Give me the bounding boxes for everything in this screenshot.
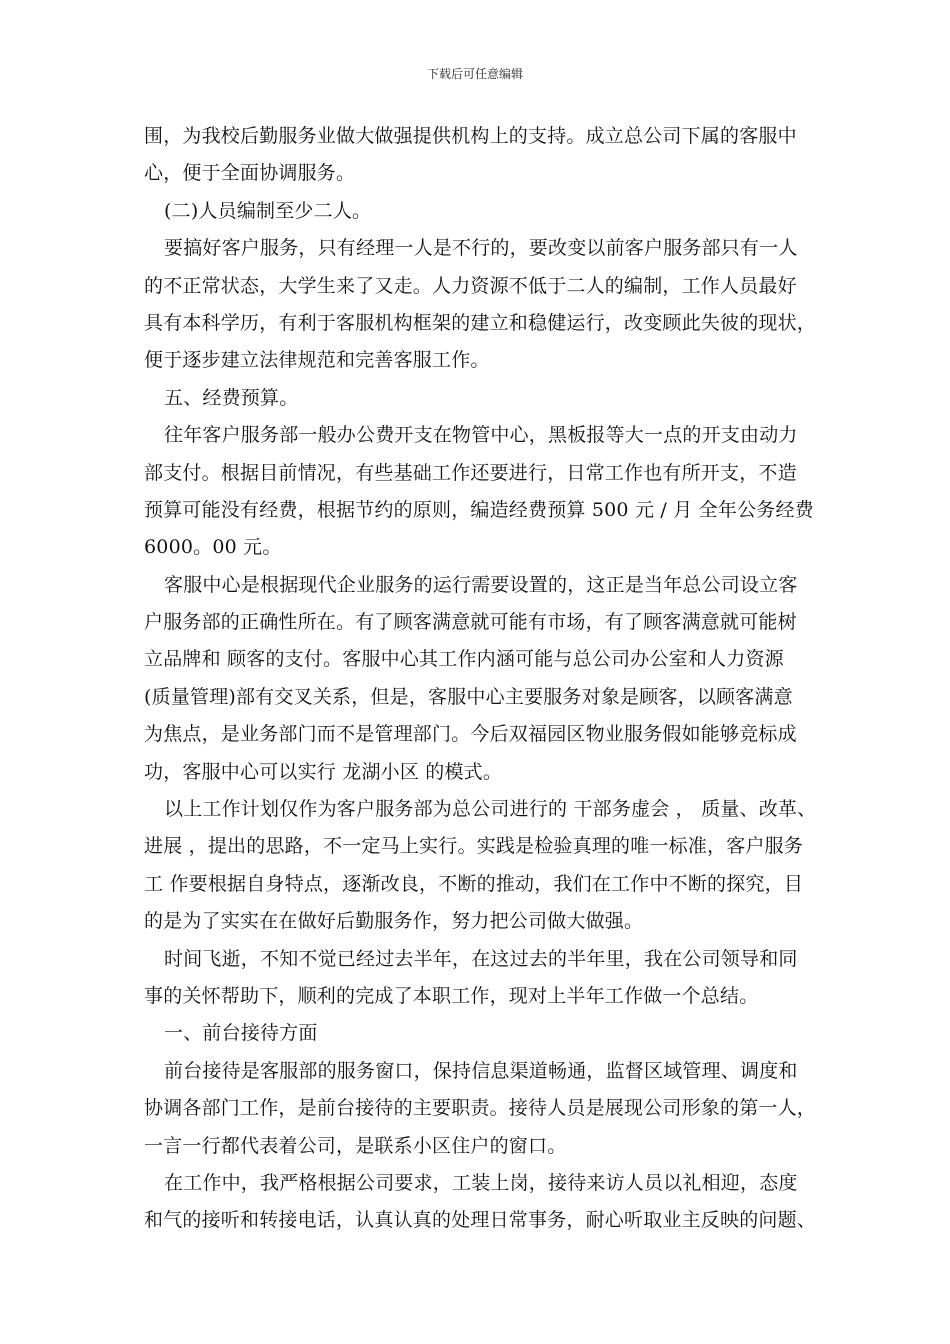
text-line: 具有本科学历，有利于客服机构框架的建立和稳健运行，改变顾此失彼的现状， — [144, 311, 817, 334]
text-line: 的不正常状态，大学生来了又走。人力资源不低于二人的编制，工作人员最好 — [144, 274, 797, 297]
text-line: 的是为了实实在在做好后勤服务作，努力把公司做大做强。 — [144, 910, 644, 933]
text-line: 客服中心是根据现代企业服务的运行需要设置的，这正是当年总公司设立客 — [164, 573, 798, 596]
text-line: 立品牌和 顾客的支付。客服中心其工作内涵可能与总公司办公室和人力资源 — [144, 648, 784, 671]
document-body — [144, 118, 824, 1240]
text-line: 心，便于全面协调服务。 — [144, 162, 356, 185]
text-line: 工 作要根据自身特点，逐渐改良，不断的推动，我们在工作中不断的探究，目 — [144, 872, 804, 895]
page-header: 下载后可任意编辑 — [426, 67, 523, 81]
text-line: 功，客服中心可以实行 龙湖小区 的模式。 — [144, 760, 503, 783]
text-line: 时间飞逝，不知不觉已经过去半年，在这过去的半年里，我在公司领导和同 — [164, 947, 798, 970]
text-line: 往年客户服务部一般办公费开支在物管中心，黑板报等大一点的开支由动力 — [164, 424, 798, 447]
text-line: 协调各部门工作，是前台接待的主要职责。接待人员是展现公司形象的第一人， — [144, 1097, 817, 1120]
text-line: 部支付。根据目前情况，有些基础工作还要进行，日常工作也有所开支，不造 — [144, 461, 797, 484]
text-line: 一言一行都代表着公司，是联系小区住户的窗口。 — [144, 1134, 567, 1157]
text-line: 6000。00 元。 — [144, 536, 282, 559]
text-line: 围，为我校后勤服务业做大做强提供机构上的支持。成立总公司下属的客服中 — [144, 125, 797, 147]
text-line: 预算可能没有经费，根据节约的原则，编造经费预算 500 元 / 月 全年公务经费 — [144, 498, 814, 521]
text-line: 五、经费预算。 — [164, 386, 299, 409]
text-line: 和气的接听和转接电话，认真认真的处理日常事务，耐心听取业主反映的问题、 — [144, 1209, 817, 1232]
text-line: 以上工作计划仅作为客户服务部为总公司进行的 干部务虚会 ， 质量、改革、 — [164, 798, 817, 821]
text-line: 户服务部的正确性所在。有了顾客满意就可能有市场，有了顾客满意就可能树 — [144, 611, 797, 634]
text-line: 便于逐步建立法律规范和完善客服工作。 — [144, 349, 490, 372]
text-line: (二)人员编制至少二人。 — [164, 199, 372, 222]
text-line: 为焦点，是业务部门而不是管理部门。今后双福园区物业服务假如能够竞标成 — [144, 723, 797, 746]
text-line: 在工作中，我严格根据公司要求，工装上岗，接待来访人员以礼相迎，态度 — [164, 1171, 798, 1194]
text-line: 一、前台接待方面 — [164, 1022, 318, 1045]
text-line: 进展 ，提出的思路，不一定马上实行。实践是检验真理的唯一标准，客户服务 — [144, 835, 804, 858]
text-line: 事的关怀帮助下，顺利的完成了本职工作，现对上半年工作做一个总结。 — [144, 984, 759, 1007]
text-line: 要搞好客户服务，只有经理一人是不行的，要改变以前客户服务部只有一人 — [164, 237, 798, 260]
text-line: (质量管理)部有交叉关系，但是，客服中心主要服务对象是顾客，以顾客满意 — [144, 685, 793, 708]
text-line: 前台接待是客服部的服务窗口，保持信息渠道畅通，监督区域管理、调度和 — [164, 1059, 798, 1082]
